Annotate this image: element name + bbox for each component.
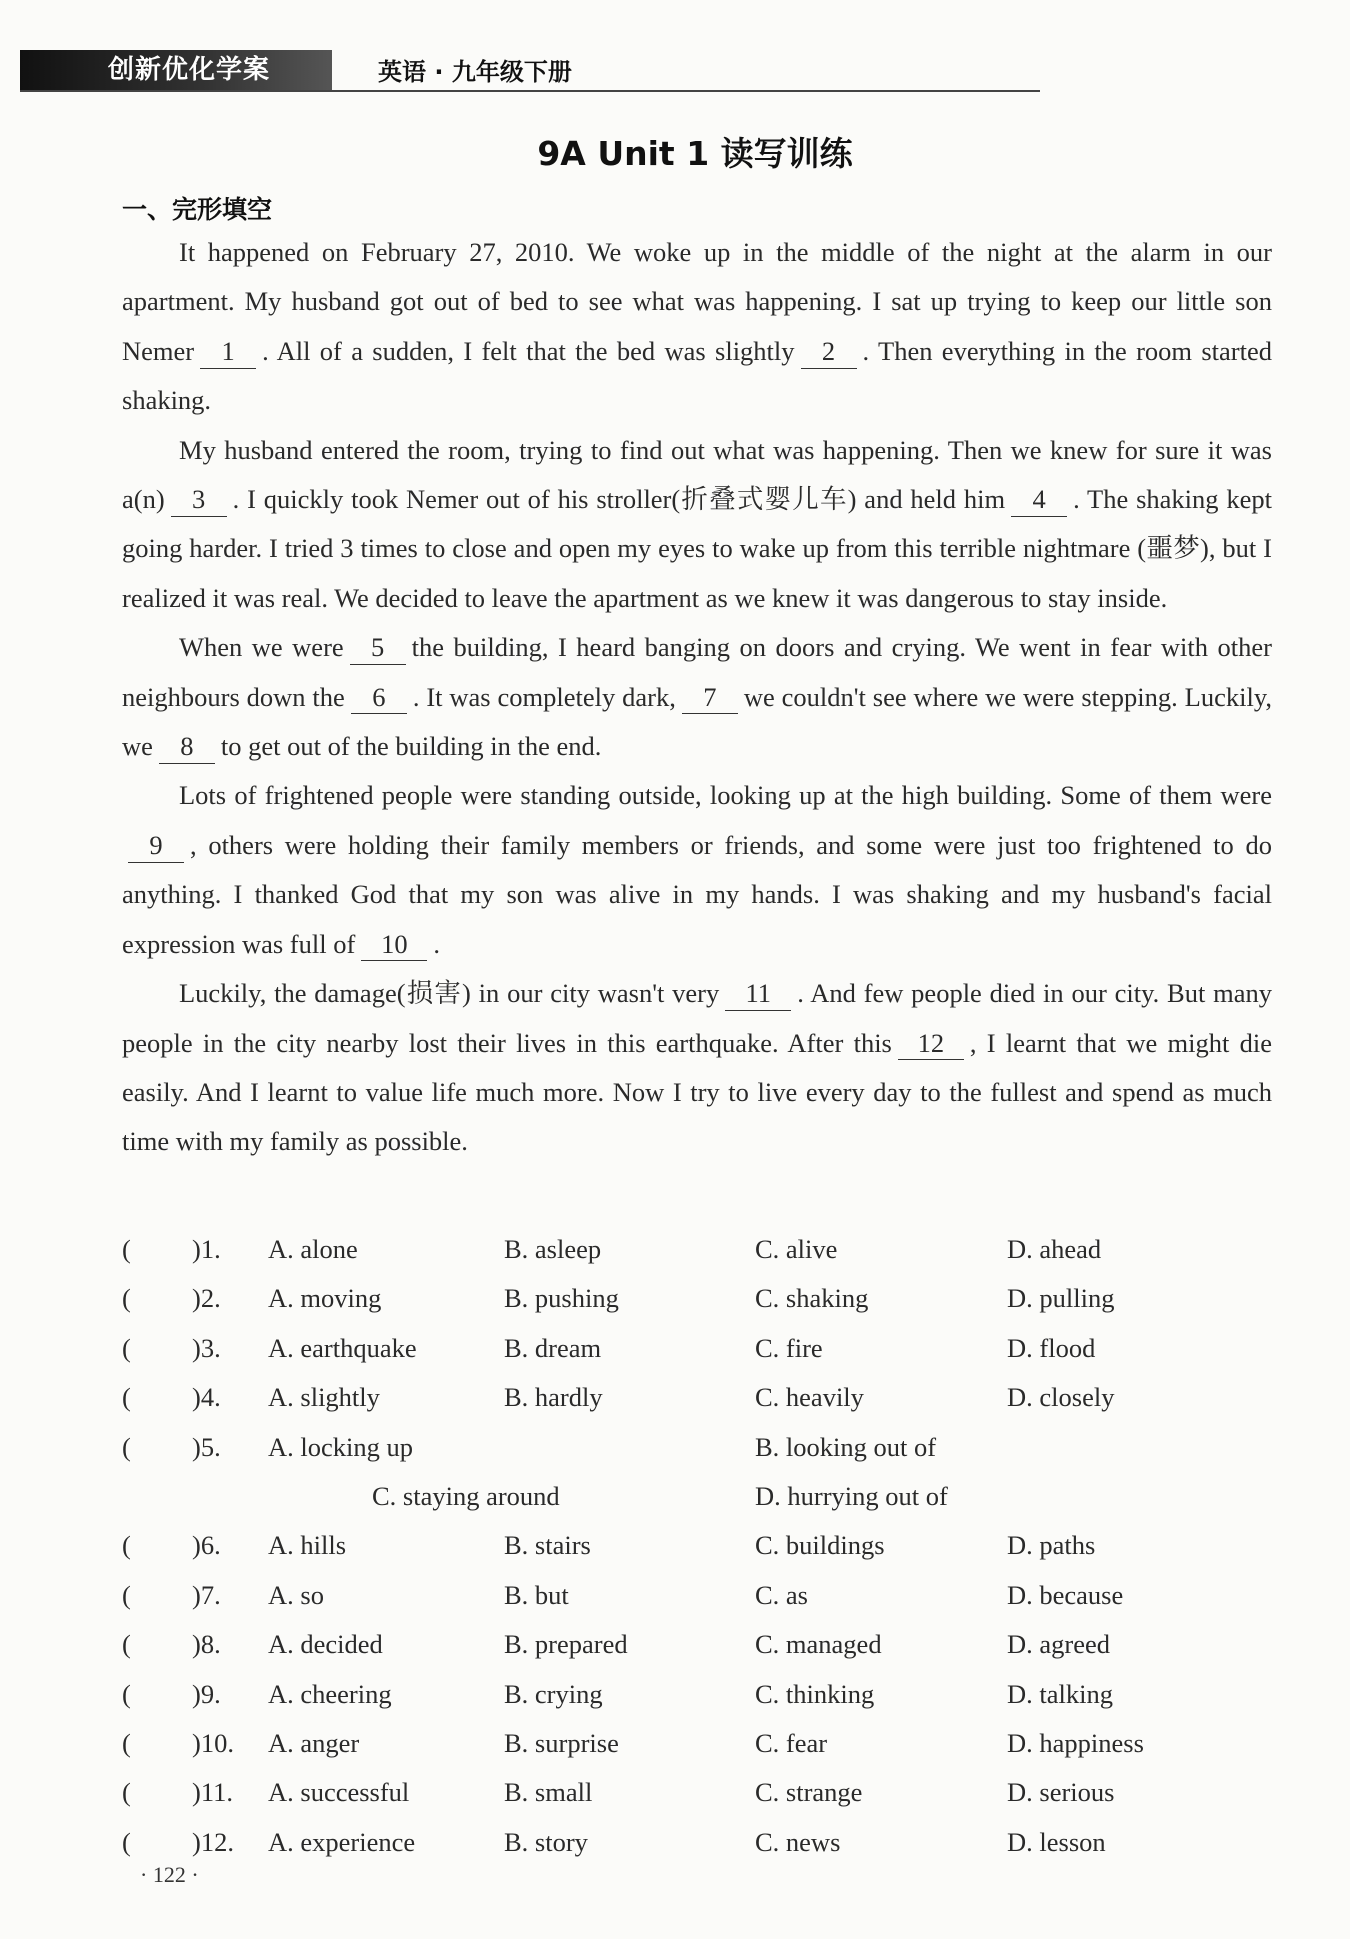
option-a[interactable]: A. so [268,1579,324,1610]
blank-9[interactable]: 9 [128,830,184,863]
cloze-passage [122,228,1272,1167]
question-row [122,1373,1272,1422]
blank-1[interactable]: 1 [200,336,256,369]
option-d[interactable]: D. because [1007,1579,1124,1610]
question-number: )4. [192,1382,221,1413]
option-c[interactable]: C. staying around [372,1480,560,1511]
option-a[interactable]: A. experience [268,1826,416,1857]
question-number: )10. [192,1727,234,1758]
option-a[interactable]: A. decided [268,1629,383,1660]
passage-paragraph [122,969,1272,1167]
option-b[interactable]: B. small [504,1777,593,1808]
answer-paren-open[interactable]: ( [122,1382,131,1413]
blank-12[interactable]: 12 [898,1028,964,1061]
question-row [122,1571,1272,1620]
passage-text: , others were holding their family members or friends, and some were just too frightened to do anything. I thanked God that my son was alive in my hands. I was shaking and my husband's facial expression was full of [122,829,1272,959]
option-d[interactable]: D. hurrying out of [755,1480,948,1511]
option-d[interactable]: D. flood [1007,1332,1096,1363]
passage-text: we couldn't see where we were stepping. Luckily, we [122,681,1272,762]
option-a[interactable]: A. slightly [268,1382,380,1413]
passage-paragraph [122,623,1272,771]
option-b[interactable]: B. stairs [504,1530,591,1561]
passage-text: . All of a sudden, I felt that the bed was slightly [262,335,795,366]
brand-logo: 创新优化学案 [20,50,332,90]
answer-paren-open[interactable]: ( [122,1283,131,1314]
option-d[interactable]: D. closely [1007,1382,1115,1413]
passage-text: . It was completely dark, [412,681,676,712]
answer-paren-open[interactable]: ( [122,1530,131,1561]
option-b[interactable]: B. crying [504,1678,603,1709]
passage-text: , I learnt that we might die easily. And I learnt to value life much more. Now I try to live every day to the fullest and spend as much time with my family as possible. [122,1027,1273,1157]
question-number: )3. [192,1332,221,1363]
blank-7[interactable]: 7 [682,682,738,715]
blank-2[interactable]: 2 [801,336,857,369]
option-c[interactable]: C. heavily [755,1382,864,1413]
question-row [122,1472,1272,1521]
option-c[interactable]: C. thinking [755,1678,875,1709]
option-a[interactable]: A. successful [268,1777,410,1808]
option-d[interactable]: D. pulling [1007,1283,1115,1314]
option-a[interactable]: A. cheering [268,1678,392,1709]
page-number: · 122 · [140,1862,199,1887]
option-a[interactable]: A. hills [268,1530,347,1561]
page-title: 9A Unit 1 读写训练 [537,134,853,173]
question-row [122,1719,1272,1768]
option-b[interactable]: B. surprise [504,1727,619,1758]
question-number: )8. [192,1629,221,1660]
option-b[interactable]: B. hardly [504,1382,603,1413]
answer-paren-open[interactable]: ( [122,1678,131,1709]
passage-text: to get out of the building in the end. [220,731,602,762]
option-c[interactable]: C. as [755,1579,808,1610]
question-number: )11. [192,1777,233,1808]
option-a[interactable]: A. anger [268,1727,360,1758]
question-number: )2. [192,1283,221,1314]
option-b[interactable]: B. dream [504,1332,602,1363]
passage-text: When we were [179,632,344,663]
question-row [122,1423,1272,1472]
option-a[interactable]: A. alone [268,1234,358,1264]
passage-paragraph [122,771,1272,969]
option-b[interactable]: B. pushing [504,1283,619,1314]
option-c[interactable]: C. buildings [755,1530,885,1561]
question-number: )1. [192,1234,221,1264]
question-row [122,1225,1272,1274]
option-b[interactable]: B. but [504,1579,569,1610]
passage-text: Luckily, the damage(损害) in our city wasn't very [179,978,720,1009]
option-c[interactable]: C. strange [755,1777,863,1808]
option-c[interactable]: C. managed [755,1629,882,1660]
answer-paren-open[interactable]: ( [122,1777,131,1808]
answer-paren-open[interactable]: ( [122,1727,131,1758]
answer-paren-open[interactable]: ( [122,1826,131,1857]
blank-3[interactable]: 3 [171,484,227,517]
option-c[interactable]: C. fear [755,1727,828,1758]
passage-text: the building, I heard banging on doors and crying. We went in fear with other neighbours down the [122,632,1272,712]
answer-paren-open[interactable]: ( [122,1234,131,1264]
option-b[interactable]: B. looking out of [755,1431,937,1462]
question-number: )7. [192,1579,221,1610]
option-b[interactable]: B. asleep [504,1234,602,1264]
passage-text: . The shaking kept going harder. I tried 3 times to close and open my eyes to wake up from this terrible nightmare (噩梦), but I realized it was real. We decided to leave the apartment as we knew it was dangerous to stay inside. [122,484,1272,613]
passage-text: . I quickly took Nemer out of his stroller(折叠式婴儿车) and held him [232,484,1006,515]
option-d[interactable]: D. paths [1007,1530,1096,1561]
question-row [122,1274,1272,1323]
blank-11[interactable]: 11 [725,978,791,1011]
blank-5[interactable]: 5 [350,632,406,665]
blank-10[interactable]: 10 [361,929,427,962]
blank-4[interactable]: 4 [1011,484,1067,517]
option-d[interactable]: D. lesson [1007,1826,1106,1857]
question-row [122,1818,1272,1867]
option-d[interactable]: D. ahead [1007,1234,1102,1264]
question-row [122,1670,1272,1719]
answer-paren-open[interactable]: ( [122,1629,131,1660]
passage-text: Lots of frightened people were standing outside, looking up at the high building. Some of them were [179,780,1272,811]
question-number: )5. [192,1431,221,1462]
option-c[interactable]: C. news [755,1826,841,1857]
option-d[interactable]: D. happiness [1007,1727,1144,1758]
question-row [122,1324,1272,1373]
answer-paren-open[interactable]: ( [122,1332,131,1363]
option-a[interactable]: A. locking up [268,1431,413,1462]
option-d[interactable]: D. agreed [1007,1629,1110,1660]
question-number: )12. [192,1826,234,1857]
option-c[interactable]: C. fire [755,1332,823,1363]
blank-6[interactable]: 6 [351,682,407,715]
question-row [122,1768,1272,1817]
option-a[interactable]: A. moving [268,1283,382,1314]
question-number: )9. [192,1678,221,1709]
option-b[interactable]: B. story [504,1826,588,1857]
option-c[interactable]: C. shaking [755,1283,869,1314]
section-heading: 一、完形填空 [122,195,273,224]
blank-8[interactable]: 8 [159,731,215,764]
option-a[interactable]: A. earthquake [268,1332,417,1363]
answer-options [122,1225,1272,1867]
passage-text: It happened on February 27, 2010. We woke up in the middle of the night at the alarm in our apartment. My husband got out of bed to see what was happening. I sat up trying to keep our little son Nemer [122,237,1272,366]
passage-paragraph [122,228,1272,426]
question-row [122,1521,1272,1570]
question-row [122,1620,1272,1669]
option-b[interactable]: B. prepared [504,1629,628,1660]
option-d[interactable]: D. talking [1007,1678,1113,1709]
page-header [20,50,1040,92]
question-number: )6. [192,1530,221,1561]
answer-paren-open[interactable]: ( [122,1431,131,1462]
passage-text: . And few people died in our city. But many people in the city nearby lost their lives in this earthquake. After this [122,978,1272,1058]
answer-paren-open[interactable]: ( [122,1579,131,1610]
passage-paragraph [122,426,1272,624]
option-d[interactable]: D. serious [1007,1777,1115,1808]
passage-text: My husband entered the room, trying to find out what was happening. Then we knew for sure it was a(n) [122,434,1272,515]
passage-text: . [433,928,440,959]
passage-text: . Then everything in the room started shaking. [122,335,1273,416]
option-c[interactable]: C. alive [755,1234,838,1264]
subject-label: 英语 · 九年级下册 [378,58,572,86]
